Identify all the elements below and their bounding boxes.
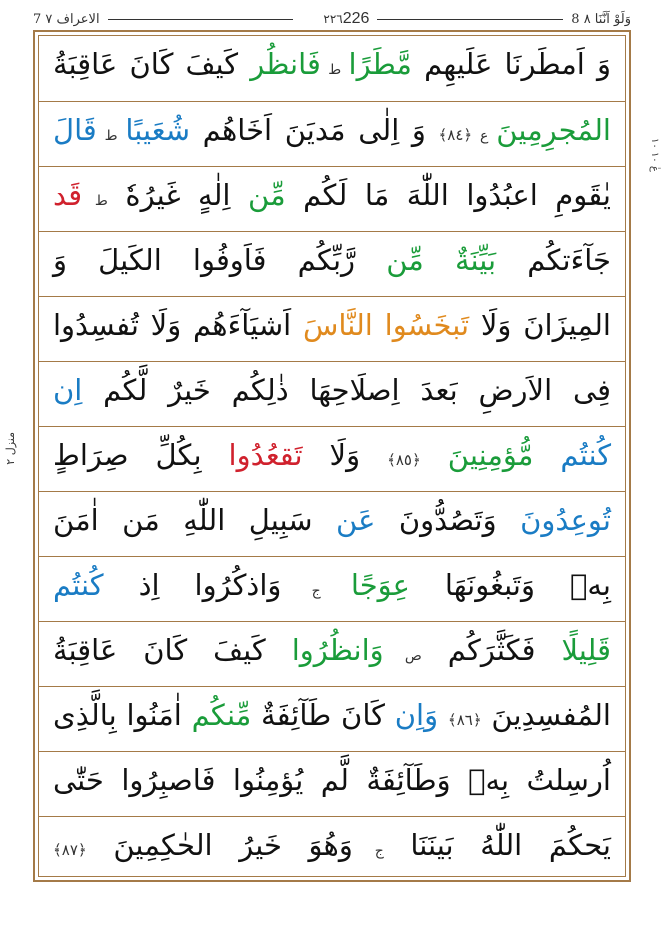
verse-text: مَّطَرًا bbox=[348, 47, 412, 81]
waqf-mark: ص bbox=[383, 648, 422, 664]
ayah-marker: ﴿٨٤﴾ bbox=[438, 126, 473, 144]
verse-text: جَآءَتكُم bbox=[496, 243, 611, 277]
verse-text: مُّؤمِنِينَ bbox=[447, 438, 534, 472]
manzil-label: منزل ٢ bbox=[4, 432, 17, 465]
verse-text: اَشيَآءَهُم وَلَا تُفسِدُوا bbox=[53, 308, 303, 342]
verse-text bbox=[438, 698, 448, 732]
verse-text: اِلٰهٍ غَيرُهٗ bbox=[107, 178, 249, 212]
verse-line-11 bbox=[39, 686, 625, 751]
header-rule-right bbox=[377, 19, 563, 20]
verse-text: مِّن bbox=[386, 243, 424, 277]
surah-label: 7 الاعراف ٧ bbox=[33, 11, 100, 27]
text-area bbox=[38, 35, 626, 877]
verse-text: اُرسِلتُ بِهٖ وَطَآئِفَةٌ لَّم يُؤمِنُوا فَاصبِرُوا حَتّٰى bbox=[53, 763, 611, 797]
verse-text: المِيزَانَ وَلَا bbox=[469, 308, 611, 342]
verse-text: كَانَ طَآئِفَةٌ bbox=[251, 698, 395, 732]
page-number-arabic: ٢٢٦ bbox=[323, 12, 343, 26]
verse-text: قَالَ bbox=[53, 113, 97, 147]
verse-text: تَقعُدُوا bbox=[228, 438, 303, 472]
verse-text: كُنتُم bbox=[560, 438, 611, 472]
verse-text: يَحكُمَ اللّٰهُ بَينَنَا bbox=[383, 828, 611, 862]
verse-text: وَلَا bbox=[302, 438, 388, 472]
verse-text: فِى الاَرضِ بَعدَ اِصلَاحِهَا ذٰلِكُم خَيرٌ لَّكُم bbox=[82, 373, 611, 407]
verse-line-4 bbox=[39, 231, 625, 296]
verse-text: كُنتُم bbox=[53, 568, 104, 602]
waqf-mark: ج bbox=[281, 583, 351, 599]
page-frame bbox=[33, 30, 631, 882]
verse-line-2 bbox=[39, 101, 625, 166]
verse-line-9 bbox=[39, 556, 625, 621]
page-header bbox=[33, 8, 631, 30]
verse-line-1 bbox=[39, 36, 625, 101]
verse-text bbox=[424, 243, 455, 277]
verse-text: كَيفَ كَانَ عَاقِبَةُ bbox=[53, 633, 292, 667]
verse-text: قَد bbox=[53, 178, 83, 212]
verse-text: المُجرِمِينَ bbox=[496, 113, 611, 147]
verse-text: اِن bbox=[53, 373, 83, 407]
verse-text: بِكُلِّ صِرَاطٍ bbox=[53, 438, 229, 472]
verse-text: كَيفَ كَانَ عَاقِبَةُ bbox=[53, 47, 251, 81]
verse-text: سَبِيلِ اللّٰهِ مَن اٰمَنَ bbox=[53, 503, 336, 537]
verse-text: بَيِّنَةٌ bbox=[454, 243, 497, 277]
verse-text: قَلِيلًا bbox=[561, 633, 611, 667]
verse-text: وَاذكُرُوا اِذ bbox=[103, 568, 282, 602]
verse-line-12 bbox=[39, 751, 625, 816]
waqf-mark: ط bbox=[82, 193, 108, 209]
verse-text: وَ اَمطَرنَا عَلَیهِم bbox=[411, 47, 611, 81]
verse-text: المُفسِدِينَ bbox=[481, 698, 611, 732]
waqf-mark: ط bbox=[96, 128, 126, 144]
verse-line-13 bbox=[39, 816, 625, 881]
verse-line-6 bbox=[39, 361, 625, 426]
ayah-marker: ﴿٨٧﴾ bbox=[53, 841, 87, 859]
waqf-mark: ط bbox=[320, 62, 349, 78]
verse-line-5 bbox=[39, 296, 625, 361]
juz-label: 8 وَلَوْ اَنَّنَا ٨ bbox=[571, 11, 632, 27]
verse-text: اٰمَنُوا بِالَّذِى bbox=[53, 698, 192, 732]
verse-text: فَكَثَّرَكُم bbox=[421, 633, 562, 667]
verse-text: رَّبِّكُم فَاَوفُوا الكَيلَ وَ bbox=[53, 243, 387, 277]
verse-text: مِّن bbox=[248, 178, 286, 212]
verse-text: وَ اِلٰى مَديَنَ اَخَاهُم bbox=[190, 113, 439, 147]
verse-line-3 bbox=[39, 166, 625, 231]
verse-text: عَن bbox=[336, 503, 376, 537]
verse-line-7 bbox=[39, 426, 625, 491]
page-number: 226 bbox=[342, 10, 370, 27]
verse-text: وَتَصُدُّونَ bbox=[375, 503, 521, 537]
verse-text: تَبخَسُوا النَّاسَ bbox=[302, 308, 470, 342]
verse-text bbox=[533, 438, 560, 472]
verse-line-8 bbox=[39, 491, 625, 556]
verse-line-10 bbox=[39, 621, 625, 686]
verse-text: وَانظُرُوا bbox=[291, 633, 384, 667]
verse-text: يٰقَومِ اعبُدُوا اللّٰهَ مَا لَكُم bbox=[285, 178, 611, 212]
verse-text: بِهٖ وَتَبغُونَهَا bbox=[409, 568, 611, 602]
verse-text: وَاِن bbox=[394, 698, 439, 732]
verse-text: عِوَجًا bbox=[350, 568, 410, 602]
ruku-marker: عٰ ١٠ ١٠ bbox=[649, 138, 660, 172]
verse-text: مِّنكُم bbox=[191, 698, 252, 732]
ayah-marker: ﴿٨٦﴾ bbox=[447, 711, 482, 729]
waqf-mark: ع bbox=[472, 128, 497, 144]
waqf-mark: ج bbox=[352, 843, 384, 859]
verse-text bbox=[421, 438, 448, 472]
verse-text: شُعَيبًا bbox=[125, 113, 191, 147]
header-rule-left bbox=[108, 19, 294, 20]
verse-text: وَهُوَ خَيرُ الحٰكِمِينَ bbox=[86, 828, 353, 862]
ayah-marker: ﴿٨٥﴾ bbox=[387, 451, 421, 469]
verse-text: فَانظُر bbox=[250, 47, 321, 81]
verse-text: تُوعِدُونَ bbox=[520, 503, 611, 537]
